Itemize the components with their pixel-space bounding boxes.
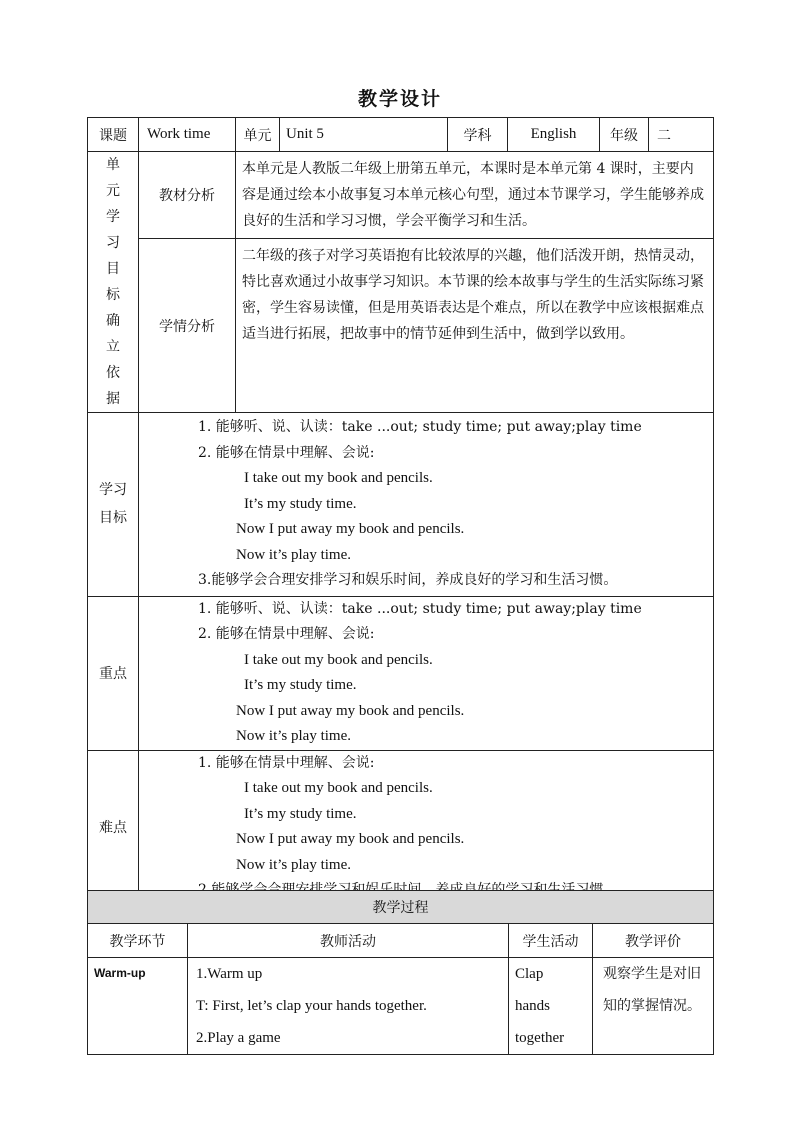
evaluation-text: 观察学生是对旧知的掌握情况。 <box>593 958 714 1055</box>
difficulty-line: Now I put away my book and pencils. <box>236 831 465 847</box>
difficulties-row <box>88 750 714 904</box>
col-eval: 教学评价 <box>593 924 714 958</box>
difficulty-line: Now it’s play time. <box>236 856 351 873</box>
difficulties-content <box>139 750 714 904</box>
key-points-label: 重点 <box>88 596 139 750</box>
grade-label: 年级 <box>600 118 649 151</box>
subject-label: 学科 <box>448 118 508 152</box>
key-points-content <box>139 596 714 750</box>
col-student: 学生活动 <box>509 924 593 958</box>
stage-cell: Warm-up <box>88 958 188 1055</box>
difficulty-line: It’s my study time. <box>244 805 357 822</box>
student-activity <box>509 958 593 1055</box>
difficulty-line: I take out my book and pencils. <box>244 780 433 796</box>
key-point-line: Now I put away my book and pencils. <box>236 702 465 719</box>
student-row <box>88 239 714 413</box>
key-point-line: 1. 能够听、说、认读：take ...out; study time; put away;play time <box>198 600 642 617</box>
col-stage: 教学环节 <box>88 924 188 958</box>
page-title: 教学设计 <box>357 88 442 110</box>
objective-line: It’s my study time. <box>244 495 357 512</box>
grade-cell <box>600 118 714 152</box>
material-label: 教材分析 <box>139 152 236 239</box>
objective-line: 2. 能够在情景中理解、会说: <box>198 444 375 461</box>
student-line: hands <box>515 998 550 1014</box>
objectives-row <box>88 413 714 597</box>
topic-value: Work time <box>139 118 236 152</box>
material-text: 本单元是人教版二年级上册第五单元，本课时是本单元第 4 课时，主要内容是通过绘本小故事复习本单元核心句型，通过本节课学习，学生能够养成良好的生活和学习习惯，学会平衡学习和生活。 <box>236 152 714 239</box>
difficulties-label: 难点 <box>88 750 139 904</box>
objective-line: Now it’s play time. <box>236 546 351 563</box>
key-point-line: Now it’s play time. <box>236 728 351 744</box>
teacher-line: 2.Play a game <box>196 1030 281 1046</box>
material-row <box>88 152 714 239</box>
key-points-row <box>88 596 714 750</box>
subject-value: English <box>508 118 600 152</box>
process-section-title: 教学过程 <box>88 891 714 924</box>
student-label: 学情分析 <box>139 239 236 413</box>
objective-line: I take out my book and pencils. <box>244 470 433 486</box>
unit-value: Unit 5 <box>280 118 448 152</box>
objective-line: 1. 能够听、说、认读：take ...out; study time; put away;play time <box>198 419 642 435</box>
teacher-line: T: First, let’s clap your hands together. <box>196 998 427 1014</box>
student-text: 二年级的孩子对学习英语抱有比较浓厚的兴趣，他们活泼开朗，热情灵动，特比喜欢通过小故事学习知识。本节课的绘本故事与学生的生活实际练习紧密，学生容易读懂，但是用英语表达是个难点，所以在教学中应该根据难点适当进行拓展，把故事中的情节延伸到生活中，做到学以致用。 <box>236 239 714 413</box>
basis-label: 单 元 学 习 目 标 确 立 依 据 <box>88 152 139 413</box>
process-header-row <box>88 924 714 958</box>
col-teacher: 教师活动 <box>188 924 509 958</box>
teacher-line: 1.Warm up <box>196 966 263 982</box>
warm-up-row <box>88 958 714 1055</box>
objectives-label: 学习 目标 <box>88 413 139 597</box>
student-line: together <box>515 1030 565 1046</box>
process-section-row <box>88 891 714 924</box>
process-table <box>87 890 714 1055</box>
difficulty-line: 1. 能够在情景中理解、会说: <box>198 754 375 771</box>
header-row <box>88 118 714 152</box>
key-point-line: It’s my study time. <box>244 677 357 693</box>
grade-value: 二 <box>657 127 672 144</box>
design-table <box>87 117 714 905</box>
key-point-line: 2. 能够在情景中理解、会说: <box>198 626 375 642</box>
objective-line: 3.能够学会合理安排学习和娱乐时间，养成良好的学习和生活习惯。 <box>198 572 618 588</box>
unit-label: 单元 <box>236 118 280 152</box>
teacher-activity <box>188 958 509 1055</box>
objectives-content <box>139 413 714 597</box>
objective-line: Now I put away my book and pencils. <box>236 521 465 537</box>
key-point-line: I take out my book and pencils. <box>244 651 433 668</box>
student-line: Clap <box>515 966 544 982</box>
topic-label: 课题 <box>88 118 139 152</box>
